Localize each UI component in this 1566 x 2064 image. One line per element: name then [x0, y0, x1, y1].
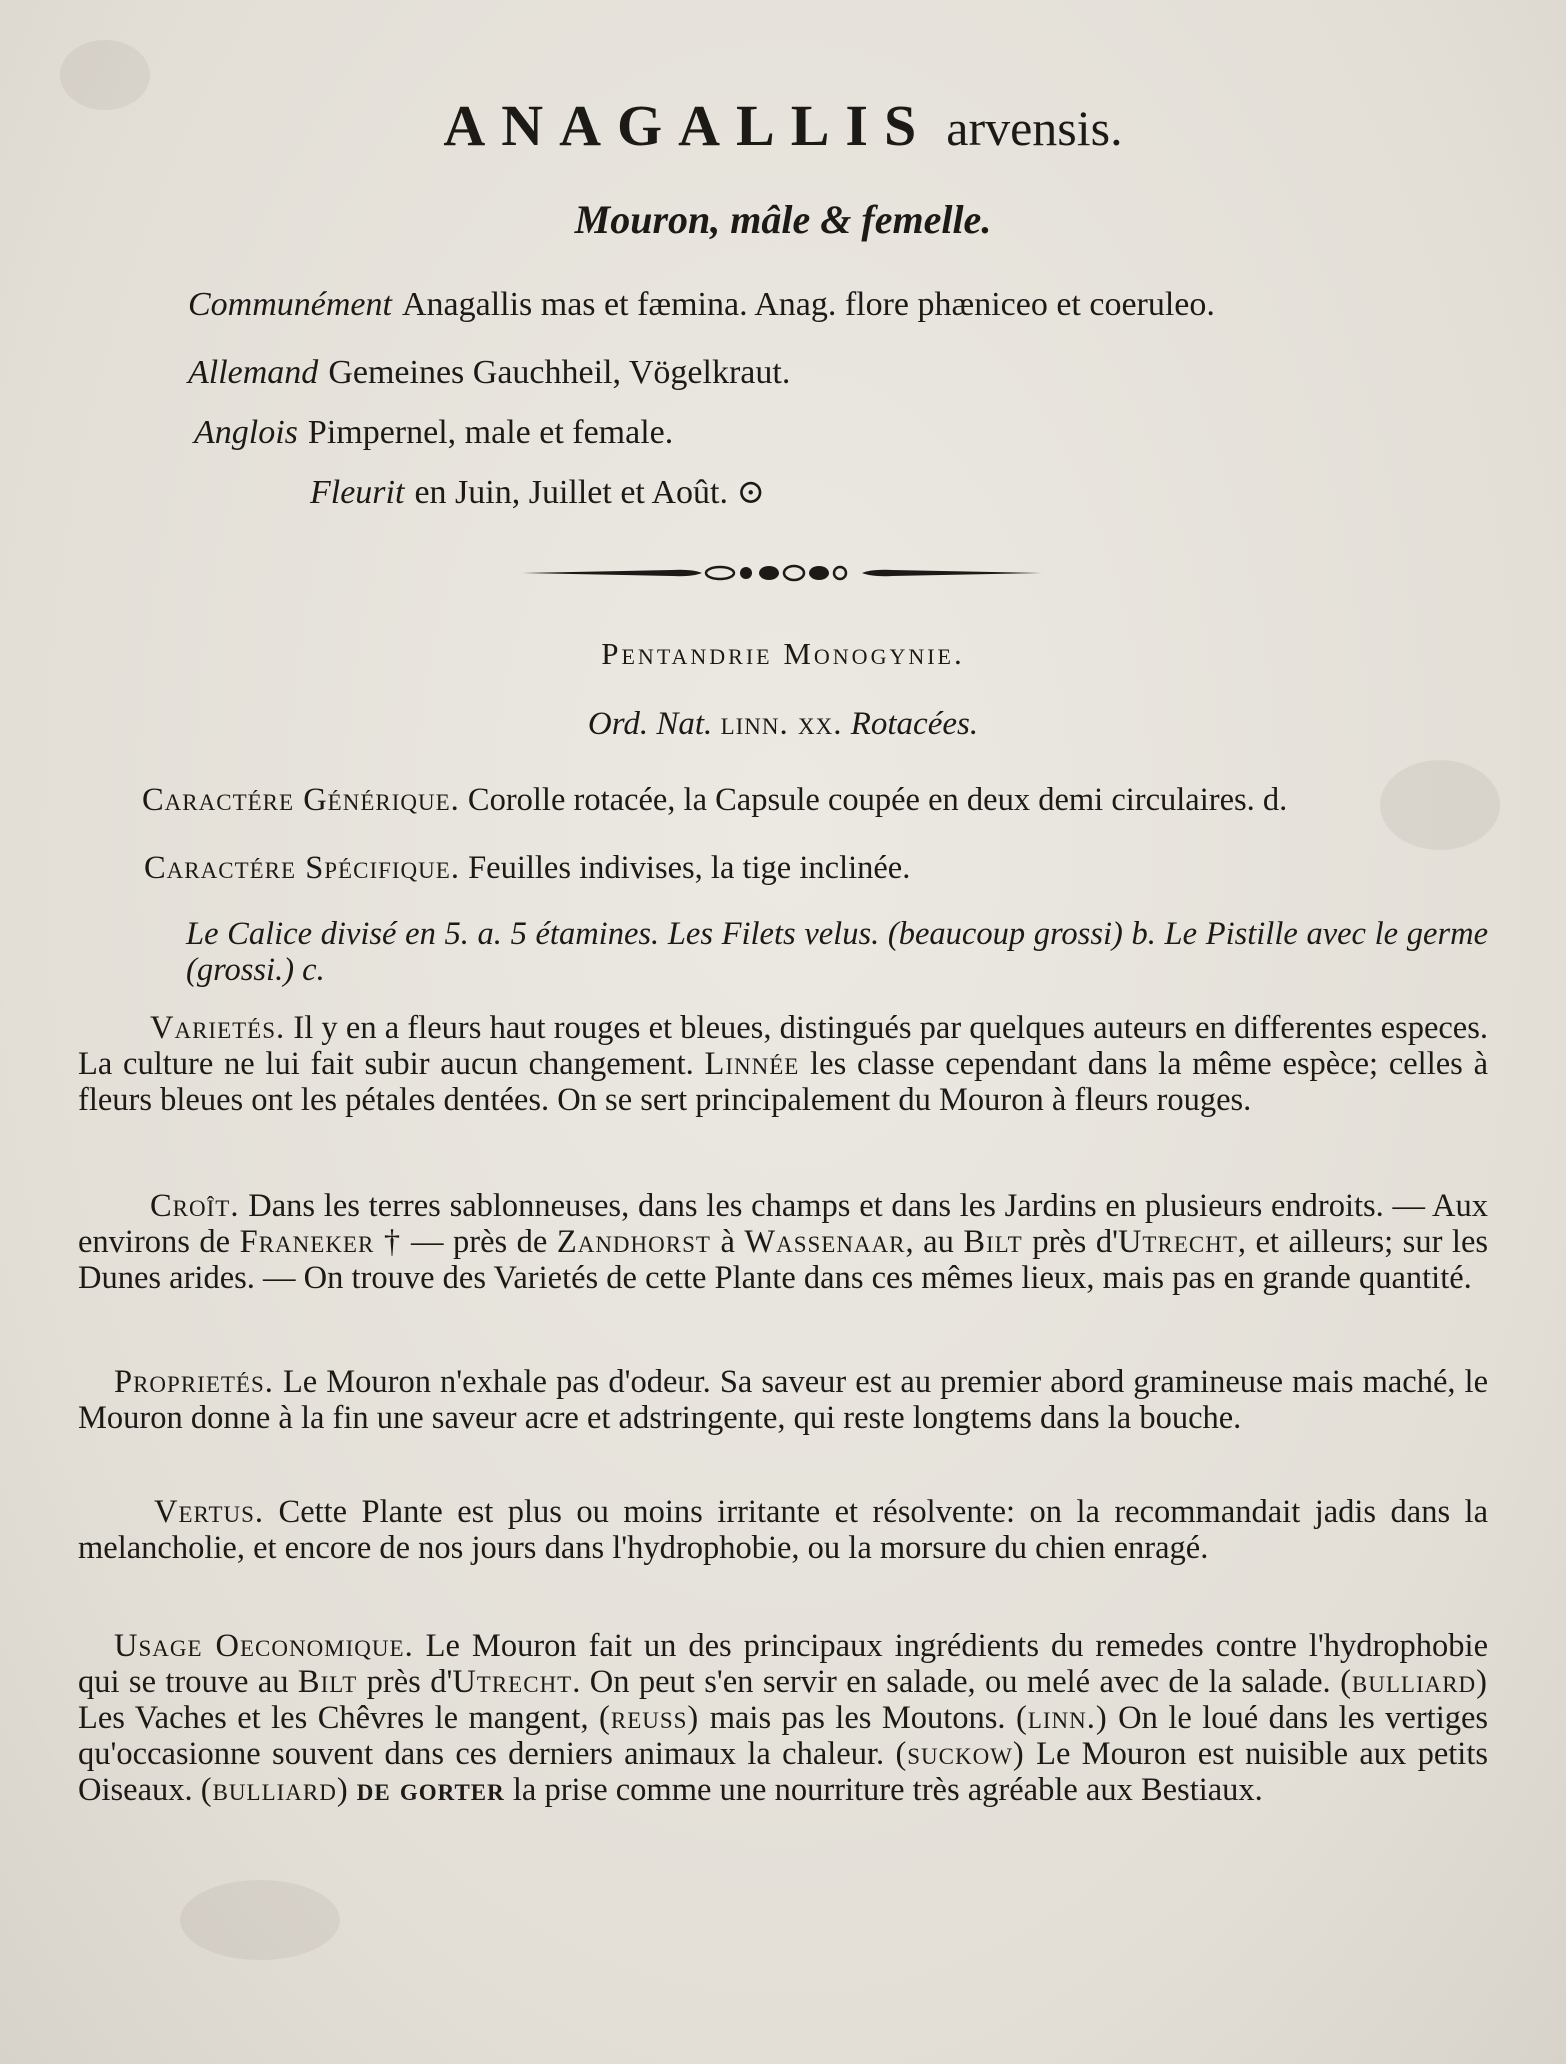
generic-character [78, 782, 1488, 818]
specific-label: Caractére Spécifique. [144, 850, 460, 886]
usage-text: près d' [366, 1664, 453, 1700]
name-text: Pimpernel, male et female. [307, 414, 674, 451]
varietes-text: Il y en a fleurs haut rouges et bleues, distingués par quelques auteurs en differentes especes. La culture ne lui fait subir aucun changement. [78, 1010, 1488, 1082]
name-label: Fleurit [310, 474, 405, 511]
croit-text: , au [905, 1224, 954, 1260]
generic-label: Caractére Générique. [142, 782, 460, 818]
title-species: arvensis. [946, 100, 1123, 156]
calice-note [186, 916, 1488, 988]
place-name: Utrecht [1117, 1224, 1238, 1260]
croit-text: à [720, 1224, 735, 1260]
author-citation: (bulliard) [200, 1772, 349, 1808]
place-name: Bilt [963, 1224, 1023, 1260]
author-citation: (linn.) [1016, 1700, 1108, 1736]
name-label: Anglois [194, 414, 298, 451]
usage-text: On le loué dans les vertiges qu'occasionne souvent dans ces derniers animaux la chaleur. [78, 1700, 1489, 1772]
croit-paragraph [78, 1188, 1488, 1296]
proprietes-paragraph [78, 1364, 1488, 1436]
name-text: Gemeines Gauchheil, Vögelkraut. [328, 354, 791, 391]
croit-text: † — près de [383, 1224, 548, 1260]
name-row [194, 416, 673, 450]
croit-label: Croît. [150, 1188, 240, 1224]
order-authority: linn. xx. [720, 706, 843, 742]
author-citation: (suckow) [895, 1736, 1025, 1772]
varietes-text: les classe cependant dans la même espèce; celles à fleurs bleues ont les pétales dentées. On se sert principalement du Mouron à fleurs rouges. [78, 1046, 1488, 1118]
common-name: Mouron, mâle & femelle. [574, 197, 992, 242]
natural-order [0, 706, 1566, 743]
place-name: Zandhorst [556, 1224, 711, 1260]
usage-text: la prise comme une nourriture très agréable aux Bestiaux. [512, 1772, 1263, 1808]
specific-text: Feuilles indivises, la tige inclinée. [468, 850, 911, 886]
croit-text: , et ailleurs; sur les Dunes arides. — On trouve des Varietés de cette Plante dans ces mêmes lieux, mais pas en grande quantité. [78, 1224, 1489, 1296]
order-prefix: Ord. Nat. [587, 706, 713, 742]
ornamental-divider [522, 560, 1042, 586]
usage-text: . On peut s'en servir en salade, ou melé avec de la salade. [572, 1664, 1331, 1700]
croit-text: près d' [1032, 1224, 1118, 1260]
order-family: Rotacées. [850, 706, 979, 742]
name-text: en Juin, Juillet et Août. ⊙ [414, 474, 765, 511]
author-citation: de gorter [356, 1772, 505, 1808]
name-row [188, 356, 790, 390]
author-citation: (reuss) [599, 1700, 700, 1736]
usage-text: mais pas les Moutons. [709, 1700, 1006, 1736]
name-row [310, 476, 765, 510]
place-name: Franeker [239, 1224, 375, 1260]
linnaean-class: Pentandrie Monogynie. [601, 636, 965, 671]
usage-text: Les Vaches et les Chêvres le mangent, [78, 1700, 589, 1736]
place-name: Utrecht [452, 1664, 573, 1700]
name-text: Anagallis mas et fæmina. Anag. flore phæniceo et coeruleo. [401, 286, 1215, 323]
varietes-label: Varietés. [150, 1010, 286, 1046]
vertus-label: Vertus. [154, 1494, 265, 1530]
author-name: Linnée [704, 1046, 800, 1082]
proprietes-text: Le Mouron n'exhale pas d'odeur. Sa saveur est au premier abord gramineuse mais maché, le Mouron donne à la fin une saveur acre et adstringente, qui reste longtems dans la bouche. [78, 1364, 1489, 1436]
vertus-text: Cette Plante est plus ou moins irritante et résolvente: on la recommandait jadis dans la melancholie, et encore de nos jours dans l'hydrophobie, ou la morsure du chien enragé. [78, 1494, 1489, 1566]
croit-text: Dans les terres sablonneuses, dans les champs et dans les Jardins en plusieurs endroits. — Aux environs de [78, 1188, 1488, 1260]
place-name: Bilt [297, 1664, 358, 1700]
generic-text: Corolle rotacée, la Capsule coupée en deux demi circulaires. d. [467, 782, 1288, 818]
title-genus: ANAGALLIS [443, 93, 933, 158]
page-title [0, 92, 1566, 159]
calice-text: Le Calice divisé en 5. a. 5 étamines. Les Filets velus. (beaucoup grossi) b. Le Pistille avec le germe (grossi.) c. [186, 916, 1488, 988]
author-citation: (bulliard) [1340, 1664, 1488, 1700]
usage-paragraph [78, 1628, 1488, 1808]
varietes-paragraph [78, 1010, 1488, 1118]
vertus-paragraph [78, 1494, 1488, 1566]
usage-label: Usage Oeconomique. [114, 1628, 414, 1664]
usage-text: Le Mouron est nuisible aux petits Oiseaux. [78, 1736, 1489, 1808]
place-name: Wassenaar [744, 1224, 906, 1260]
proprietes-label: Proprietés. [114, 1364, 274, 1400]
usage-text: Le Mouron fait un des principaux ingrédients du remedes contre l'hydrophobie qui se trouve au [78, 1628, 1488, 1700]
name-row [188, 288, 1215, 322]
specific-character [78, 850, 1488, 886]
name-label: Communément [188, 286, 392, 323]
paper-stain [180, 1880, 340, 1960]
name-label: Allemand [188, 354, 319, 391]
